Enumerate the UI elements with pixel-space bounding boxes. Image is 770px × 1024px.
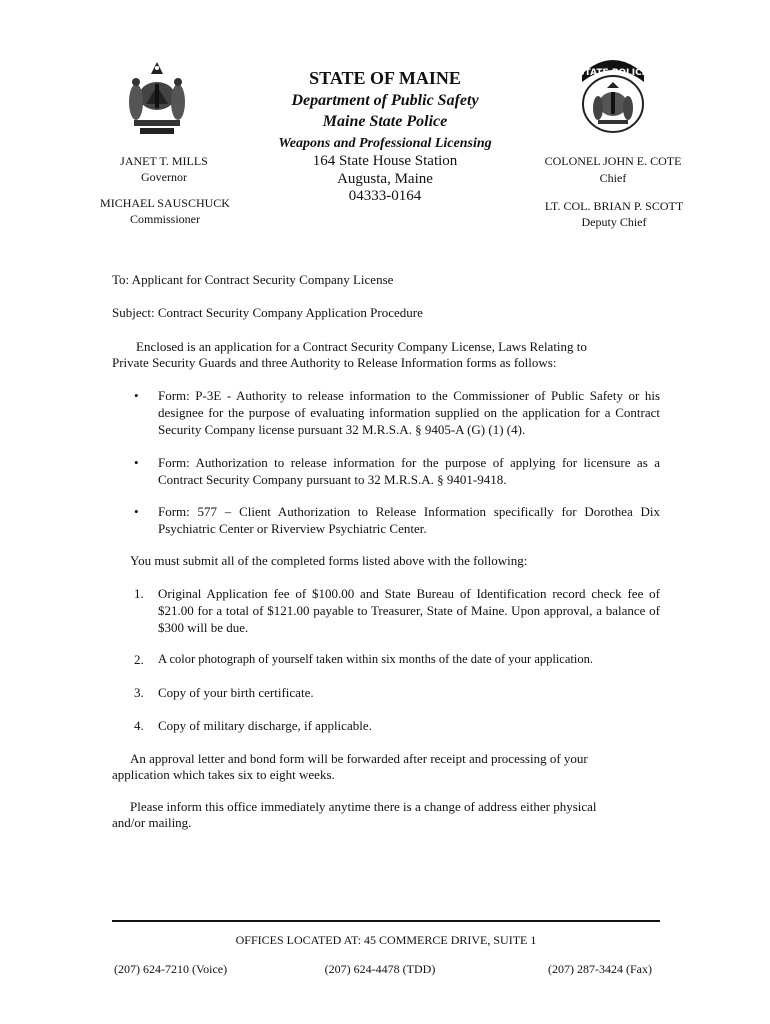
commissioner-title: Commissioner	[129, 212, 200, 226]
badge-text: STATE POLICE	[578, 68, 648, 78]
bullet-icon: •	[134, 504, 139, 519]
inform-paragraph-line-1: Please inform this office immediately anytime there is a change of address either physical	[130, 799, 597, 814]
list-item	[112, 503, 660, 539]
bullet-text: Form: P-3E - Authority to release information to the Commissioner of Public Safety or his designee for the purpose of evaluating information supplied on the application for a Contract Security Company license pursuant 32 M.R.S.A. § 9405-A (G) (1) (4).	[158, 388, 660, 437]
state-heading: STATE OF MAINE	[309, 68, 461, 88]
intro-paragraph-line-2: Private Security Guards and three Authority to Release Information forms as follows:	[112, 355, 557, 370]
address-line-1: 164 State House Station	[312, 153, 458, 169]
address-line-3: 04333-0164	[348, 188, 422, 204]
deputy-chief-name: LT. COL. BRIAN P. SCOTT	[544, 199, 684, 213]
intro-paragraph-line-1: Enclosed is an application for a Contract Security Company License, Laws Relating to	[136, 339, 587, 354]
list-item	[112, 684, 660, 702]
item-number: 4.	[134, 718, 144, 733]
approval-paragraph-line-2: application which takes six to eight weeks.	[112, 767, 335, 782]
governor-title: Governor	[141, 170, 187, 184]
approval-paragraph-line-1: An approval letter and bond form will be forwarded after receipt and processing of your	[130, 751, 588, 766]
item-text: Copy of military discharge, if applicable.	[158, 718, 372, 733]
item-number: 2.	[134, 652, 144, 667]
list-item	[112, 651, 660, 669]
item-text: A color photograph of yourself taken within six months of the date of your application.	[158, 652, 593, 666]
chief-name: COLONEL JOHN E. COTE	[544, 154, 682, 168]
list-item	[112, 454, 660, 490]
agency-name: Maine State Police	[322, 113, 448, 130]
bullet-text: Form: Authorization to release information for the purpose of applying for licensure as a Contract Security Company pursuant to 32 M.R.S.A. § 9401-9418.	[158, 455, 660, 487]
item-number: 3.	[134, 685, 144, 700]
list-item	[112, 585, 660, 637]
governor-name: JANET T. MILLS	[120, 154, 208, 168]
list-item	[112, 387, 660, 439]
voice-phone: (207) 624-7210 (Voice)	[114, 962, 228, 976]
submit-instructions: You must submit all of the completed forms listed above with the following:	[130, 553, 528, 568]
address-line-2: Augusta, Maine	[337, 171, 433, 187]
item-text: Original Application fee of $100.00 and State Bureau of Identification record check fee of $21.00 for a total of $121.00 payable to Treasurer, State of Maine. Upon approval, a balance of $300 will be due.	[158, 586, 660, 635]
fax-phone: (207) 287-3424 (Fax)	[548, 962, 652, 976]
bullet-icon: •	[134, 388, 139, 403]
item-number: 1.	[134, 586, 144, 601]
deputy-chief-title: Deputy Chief	[581, 215, 647, 229]
bullet-text: Form: 577 – Client Authorization to Release Information specifically for Dorothea Dix Psychiatric Center or Riverview Psychiatric Center.	[158, 504, 660, 536]
footer-divider	[112, 920, 660, 922]
commissioner-name: MICHAEL SAUSCHUCK	[100, 196, 230, 210]
subject-line: Subject: Contract Security Company Application Procedure	[112, 305, 423, 320]
inform-paragraph-line-2: and/or mailing.	[112, 815, 192, 830]
chief-title: Chief	[599, 171, 627, 185]
bullet-icon: •	[134, 455, 139, 470]
tdd-phone: (207) 624-4478 (TDD)	[324, 962, 436, 976]
state-police-badge-icon	[574, 52, 652, 136]
department-name: Department of Public Safety	[291, 92, 479, 109]
division-name: Weapons and Professional Licensing	[278, 136, 492, 151]
maine-state-seal-icon	[126, 60, 188, 136]
item-text: Copy of your birth certificate.	[158, 685, 314, 700]
recipient-line: To: Applicant for Contract Security Company License	[112, 272, 394, 287]
list-item	[112, 717, 660, 735]
office-location: OFFICES LOCATED AT: 45 COMMERCE DRIVE, SUITE 1	[235, 933, 537, 947]
